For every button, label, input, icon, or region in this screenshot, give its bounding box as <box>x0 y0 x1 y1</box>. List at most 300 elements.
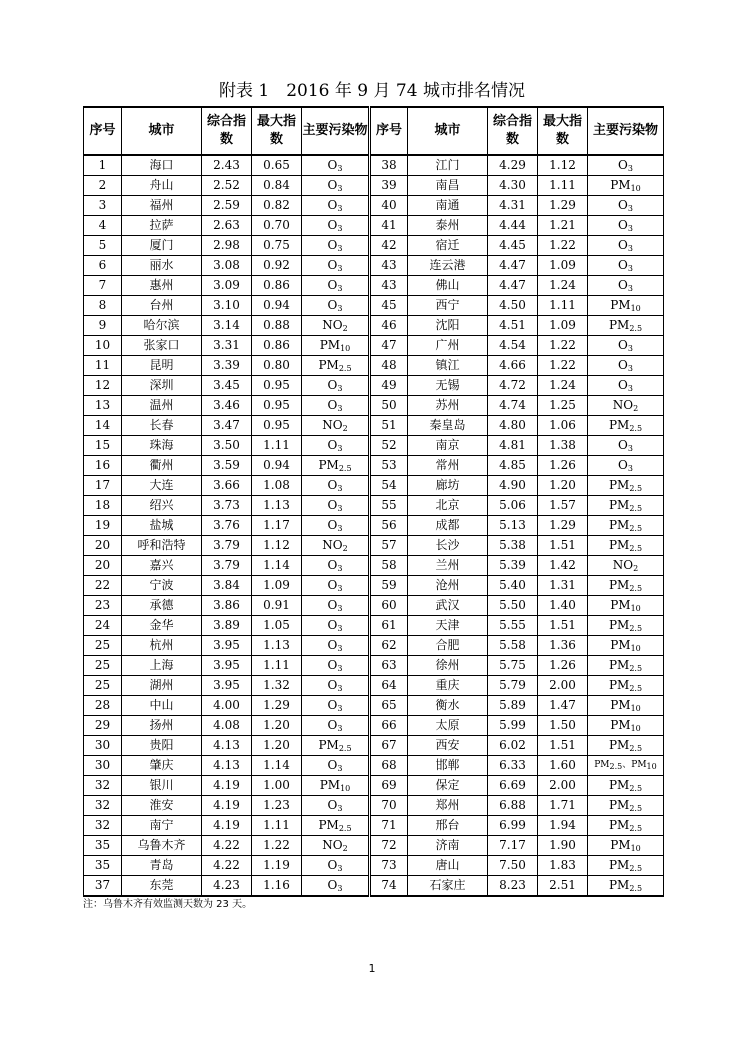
cell-rank-left: 12 <box>84 376 122 396</box>
cell-max-left: 1.20 <box>252 716 302 736</box>
cell-rank-right: 50 <box>370 396 408 416</box>
cell-rank-left: 25 <box>84 656 122 676</box>
cell-max-left: 0.86 <box>252 276 302 296</box>
cell-max-left: 1.08 <box>252 476 302 496</box>
cell-city-right: 济南 <box>408 836 488 856</box>
cell-rank-left: 22 <box>84 576 122 596</box>
cell-max-right: 1.12 <box>538 155 588 176</box>
header-index-right: 综合指数 <box>488 107 538 155</box>
cell-rank-left: 24 <box>84 616 122 636</box>
cell-city-left: 上海 <box>122 656 202 676</box>
cell-rank-left: 13 <box>84 396 122 416</box>
cell-city-left: 承德 <box>122 596 202 616</box>
cell-max-right: 1.51 <box>538 536 588 556</box>
cell-rank-right: 60 <box>370 596 408 616</box>
cell-index-right: 4.30 <box>488 176 538 196</box>
cell-rank-right: 46 <box>370 316 408 336</box>
cell-rank-right: 38 <box>370 155 408 176</box>
cell-city-right: 合肥 <box>408 636 488 656</box>
cell-index-right: 7.50 <box>488 856 538 876</box>
cell-pollutant-right: $PM_{2.5}$ <box>588 616 664 636</box>
table-row <box>84 696 664 716</box>
cell-index-right: 4.50 <box>488 296 538 316</box>
cell-city-right: 南昌 <box>408 176 488 196</box>
cell-city-right: 长沙 <box>408 536 488 556</box>
cell-city-right: 南通 <box>408 196 488 216</box>
cell-city-right: 重庆 <box>408 676 488 696</box>
cell-index-right: 6.02 <box>488 736 538 756</box>
cell-pollutant-right: $NO_2$ <box>588 556 664 576</box>
cell-max-right: 1.57 <box>538 496 588 516</box>
cell-index-right: 6.69 <box>488 776 538 796</box>
cell-city-right: 南京 <box>408 436 488 456</box>
cell-max-left: 1.16 <box>252 876 302 897</box>
cell-rank-right: 39 <box>370 176 408 196</box>
cell-pollutant-left: $O_3$ <box>302 796 370 816</box>
cell-index-left: 3.95 <box>202 636 252 656</box>
cell-max-right: 1.50 <box>538 716 588 736</box>
cell-pollutant-left: $O_3$ <box>302 696 370 716</box>
cell-max-left: 1.17 <box>252 516 302 536</box>
cell-pollutant-left: $O_3$ <box>302 496 370 516</box>
table-row <box>84 356 664 376</box>
cell-max-right: 1.36 <box>538 636 588 656</box>
cell-index-left: 2.98 <box>202 236 252 256</box>
cell-city-right: 廊坊 <box>408 476 488 496</box>
cell-index-right: 4.45 <box>488 236 538 256</box>
cell-max-left: 1.12 <box>252 536 302 556</box>
table-row <box>84 256 664 276</box>
cell-index-left: 4.13 <box>202 756 252 776</box>
table-row <box>84 436 664 456</box>
cell-rank-left: 14 <box>84 416 122 436</box>
cell-pollutant-left: $O_3$ <box>302 396 370 416</box>
cell-pollutant-left: $O_3$ <box>302 516 370 536</box>
cell-max-left: 0.92 <box>252 256 302 276</box>
cell-max-right: 1.47 <box>538 696 588 716</box>
cell-index-right: 4.81 <box>488 436 538 456</box>
cell-rank-left: 6 <box>84 256 122 276</box>
cell-pollutant-right: $O_3$ <box>588 236 664 256</box>
cell-index-left: 3.66 <box>202 476 252 496</box>
cell-max-right: 1.26 <box>538 456 588 476</box>
cell-rank-right: 69 <box>370 776 408 796</box>
cell-max-right: 1.22 <box>538 356 588 376</box>
cell-pollutant-left: $PM_{10}$ <box>302 776 370 796</box>
cell-index-right: 7.17 <box>488 836 538 856</box>
cell-index-left: 4.22 <box>202 856 252 876</box>
cell-city-right: 太原 <box>408 716 488 736</box>
cell-rank-right: 66 <box>370 716 408 736</box>
cell-pollutant-left: $O_3$ <box>302 176 370 196</box>
cell-pollutant-right: $PM_{2.5}$、$PM_{10}$ <box>588 756 664 776</box>
cell-index-left: 3.95 <box>202 676 252 696</box>
cell-index-left: 3.95 <box>202 656 252 676</box>
cell-city-left: 南宁 <box>122 816 202 836</box>
cell-pollutant-left: $PM_{2.5}$ <box>302 816 370 836</box>
table-row <box>84 616 664 636</box>
cell-city-right: 武汉 <box>408 596 488 616</box>
cell-rank-right: 63 <box>370 656 408 676</box>
cell-rank-right: 54 <box>370 476 408 496</box>
cell-city-right: 宿迁 <box>408 236 488 256</box>
cell-rank-left: 8 <box>84 296 122 316</box>
cell-rank-right: 57 <box>370 536 408 556</box>
cell-city-left: 哈尔滨 <box>122 316 202 336</box>
cell-pollutant-right: $PM_{2.5}$ <box>588 476 664 496</box>
cell-pollutant-right: $PM_{2.5}$ <box>588 776 664 796</box>
cell-city-right: 秦皇岛 <box>408 416 488 436</box>
cell-index-left: 4.19 <box>202 816 252 836</box>
cell-max-right: 2.51 <box>538 876 588 897</box>
cell-pollutant-left: $PM_{2.5}$ <box>302 736 370 756</box>
table-row <box>84 316 664 336</box>
cell-pollutant-left: $O_3$ <box>302 556 370 576</box>
cell-pollutant-right: $O_3$ <box>588 336 664 356</box>
cell-city-right: 泰州 <box>408 216 488 236</box>
cell-pollutant-right: $PM_{2.5}$ <box>588 856 664 876</box>
cell-pollutant-right: $PM_{2.5}$ <box>588 816 664 836</box>
table-row <box>84 216 664 236</box>
cell-pollutant-right: $PM_{2.5}$ <box>588 876 664 897</box>
cell-pollutant-left: $PM_{10}$ <box>302 336 370 356</box>
cell-pollutant-left: $O_3$ <box>302 856 370 876</box>
cell-index-left: 2.59 <box>202 196 252 216</box>
cell-rank-right: 51 <box>370 416 408 436</box>
cell-max-left: 0.95 <box>252 396 302 416</box>
cell-max-left: 1.11 <box>252 436 302 456</box>
header-pollutant-right: 主要污染物 <box>588 107 664 155</box>
cell-city-left: 绍兴 <box>122 496 202 516</box>
table-row <box>84 796 664 816</box>
cell-city-right: 连云港 <box>408 256 488 276</box>
cell-city-left: 肇庆 <box>122 756 202 776</box>
table-row <box>84 155 664 176</box>
cell-pollutant-left: $O_3$ <box>302 376 370 396</box>
cell-pollutant-right: $NO_2$ <box>588 396 664 416</box>
cell-max-right: 1.22 <box>538 236 588 256</box>
cell-max-right: 1.40 <box>538 596 588 616</box>
cell-max-left: 0.70 <box>252 216 302 236</box>
cell-index-left: 2.43 <box>202 155 252 176</box>
cell-max-left: 0.84 <box>252 176 302 196</box>
cell-city-right: 成都 <box>408 516 488 536</box>
cell-rank-left: 18 <box>84 496 122 516</box>
cell-city-right: 常州 <box>408 456 488 476</box>
cell-index-right: 5.58 <box>488 636 538 656</box>
cell-pollutant-left: $O_3$ <box>302 236 370 256</box>
cell-city-left: 珠海 <box>122 436 202 456</box>
cell-rank-left: 19 <box>84 516 122 536</box>
cell-pollutant-right: $O_3$ <box>588 436 664 456</box>
cell-rank-left: 35 <box>84 836 122 856</box>
cell-max-right: 1.11 <box>538 176 588 196</box>
cell-pollutant-left: $NO_2$ <box>302 416 370 436</box>
table-row <box>84 876 664 897</box>
cell-max-left: 0.80 <box>252 356 302 376</box>
cell-max-left: 1.05 <box>252 616 302 636</box>
cell-rank-right: 68 <box>370 756 408 776</box>
cell-pollutant-right: $PM_{10}$ <box>588 296 664 316</box>
cell-city-left: 呼和浩特 <box>122 536 202 556</box>
ranking-table-container <box>83 106 663 897</box>
cell-city-left: 东莞 <box>122 876 202 897</box>
table-row <box>84 456 664 476</box>
cell-pollutant-right: $O_3$ <box>588 256 664 276</box>
cell-pollutant-left: $O_3$ <box>302 436 370 456</box>
cell-pollutant-left: $O_3$ <box>302 296 370 316</box>
cell-pollutant-right: $PM_{2.5}$ <box>588 536 664 556</box>
cell-index-left: 4.22 <box>202 836 252 856</box>
cell-max-right: 1.11 <box>538 296 588 316</box>
cell-max-left: 0.95 <box>252 376 302 396</box>
cell-index-left: 3.39 <box>202 356 252 376</box>
table-row <box>84 736 664 756</box>
cell-rank-left: 25 <box>84 676 122 696</box>
table-row <box>84 496 664 516</box>
cell-city-left: 宁波 <box>122 576 202 596</box>
cell-city-left: 拉萨 <box>122 216 202 236</box>
cell-rank-left: 11 <box>84 356 122 376</box>
cell-pollutant-left: $NO_2$ <box>302 316 370 336</box>
cell-index-right: 4.66 <box>488 356 538 376</box>
cell-rank-left: 30 <box>84 736 122 756</box>
cell-city-left: 贵阳 <box>122 736 202 756</box>
cell-pollutant-right: $O_3$ <box>588 196 664 216</box>
cell-max-right: 1.06 <box>538 416 588 436</box>
cell-max-left: 0.88 <box>252 316 302 336</box>
cell-max-right: 1.09 <box>538 256 588 276</box>
cell-city-right: 西宁 <box>408 296 488 316</box>
cell-max-right: 1.26 <box>538 656 588 676</box>
table-body <box>84 155 664 896</box>
cell-city-left: 温州 <box>122 396 202 416</box>
cell-max-left: 0.91 <box>252 596 302 616</box>
table-row <box>84 756 664 776</box>
table-row <box>84 656 664 676</box>
cell-max-left: 1.13 <box>252 496 302 516</box>
cell-pollutant-right: $PM_{2.5}$ <box>588 496 664 516</box>
cell-max-left: 0.86 <box>252 336 302 356</box>
cell-index-right: 4.44 <box>488 216 538 236</box>
cell-max-left: 0.94 <box>252 456 302 476</box>
cell-city-left: 张家口 <box>122 336 202 356</box>
cell-rank-right: 43 <box>370 256 408 276</box>
cell-rank-left: 35 <box>84 856 122 876</box>
cell-rank-right: 43 <box>370 276 408 296</box>
cell-rank-left: 10 <box>84 336 122 356</box>
cell-pollutant-right: $PM_{10}$ <box>588 596 664 616</box>
cell-index-right: 5.13 <box>488 516 538 536</box>
cell-pollutant-left: $O_3$ <box>302 576 370 596</box>
cell-max-right: 1.60 <box>538 756 588 776</box>
cell-index-right: 4.54 <box>488 336 538 356</box>
cell-city-left: 长春 <box>122 416 202 436</box>
cell-rank-right: 72 <box>370 836 408 856</box>
cell-index-left: 4.23 <box>202 876 252 897</box>
cell-rank-left: 20 <box>84 536 122 556</box>
cell-max-left: 1.11 <box>252 816 302 836</box>
cell-pollutant-left: $O_3$ <box>302 596 370 616</box>
cell-city-left: 青岛 <box>122 856 202 876</box>
cell-index-left: 4.08 <box>202 716 252 736</box>
cell-pollutant-left: $O_3$ <box>302 476 370 496</box>
cell-pollutant-left: $O_3$ <box>302 756 370 776</box>
cell-city-right: 保定 <box>408 776 488 796</box>
cell-index-left: 4.19 <box>202 776 252 796</box>
cell-max-left: 1.19 <box>252 856 302 876</box>
table-row <box>84 236 664 256</box>
cell-rank-right: 62 <box>370 636 408 656</box>
cell-city-left: 海口 <box>122 155 202 176</box>
cell-rank-left: 37 <box>84 876 122 897</box>
cell-pollutant-right: $PM_{2.5}$ <box>588 416 664 436</box>
table-row <box>84 576 664 596</box>
cell-rank-left: 1 <box>84 155 122 176</box>
cell-index-left: 3.45 <box>202 376 252 396</box>
cell-city-right: 沈阳 <box>408 316 488 336</box>
cell-city-left: 杭州 <box>122 636 202 656</box>
cell-max-left: 1.20 <box>252 736 302 756</box>
cell-rank-right: 64 <box>370 676 408 696</box>
cell-index-right: 4.47 <box>488 276 538 296</box>
cell-city-left: 扬州 <box>122 716 202 736</box>
cell-index-right: 6.99 <box>488 816 538 836</box>
table-row <box>84 336 664 356</box>
table-row <box>84 516 664 536</box>
cell-index-right: 5.06 <box>488 496 538 516</box>
cell-index-left: 3.10 <box>202 296 252 316</box>
cell-city-left: 丽水 <box>122 256 202 276</box>
cell-city-left: 湖州 <box>122 676 202 696</box>
cell-rank-left: 20 <box>84 556 122 576</box>
header-row <box>84 107 664 155</box>
cell-rank-left: 29 <box>84 716 122 736</box>
cell-city-left: 昆明 <box>122 356 202 376</box>
cell-rank-left: 4 <box>84 216 122 236</box>
cell-max-left: 0.94 <box>252 296 302 316</box>
cell-rank-right: 45 <box>370 296 408 316</box>
header-max-right: 最大指数 <box>538 107 588 155</box>
cell-pollutant-right: $PM_{2.5}$ <box>588 796 664 816</box>
cell-index-left: 3.86 <box>202 596 252 616</box>
table-row <box>84 376 664 396</box>
cell-max-right: 1.42 <box>538 556 588 576</box>
cell-index-right: 5.50 <box>488 596 538 616</box>
cell-max-right: 1.90 <box>538 836 588 856</box>
cell-max-right: 1.20 <box>538 476 588 496</box>
table-row <box>84 296 664 316</box>
cell-index-right: 4.51 <box>488 316 538 336</box>
page-number: 1 <box>368 962 376 975</box>
header-rank-left: 序号 <box>84 107 122 155</box>
cell-pollutant-right: $O_3$ <box>588 376 664 396</box>
cell-index-right: 4.31 <box>488 196 538 216</box>
cell-index-left: 3.76 <box>202 516 252 536</box>
cell-pollutant-right: $PM_{10}$ <box>588 176 664 196</box>
cell-pollutant-left: $PM_{2.5}$ <box>302 356 370 376</box>
header-city-left: 城市 <box>122 107 202 155</box>
cell-rank-right: 48 <box>370 356 408 376</box>
cell-index-left: 3.79 <box>202 556 252 576</box>
cell-index-right: 4.80 <box>488 416 538 436</box>
cell-max-right: 1.51 <box>538 616 588 636</box>
cell-rank-right: 42 <box>370 236 408 256</box>
cell-city-left: 台州 <box>122 296 202 316</box>
cell-index-left: 3.79 <box>202 536 252 556</box>
cell-index-left: 3.08 <box>202 256 252 276</box>
cell-city-right: 兰州 <box>408 556 488 576</box>
cell-max-right: 1.09 <box>538 316 588 336</box>
cell-max-left: 1.09 <box>252 576 302 596</box>
cell-index-right: 4.47 <box>488 256 538 276</box>
cell-rank-left: 23 <box>84 596 122 616</box>
cell-index-right: 4.74 <box>488 396 538 416</box>
cell-max-left: 1.00 <box>252 776 302 796</box>
cell-city-right: 沧州 <box>408 576 488 596</box>
header-max-left: 最大指数 <box>252 107 302 155</box>
cell-rank-right: 74 <box>370 876 408 897</box>
table-row <box>84 816 664 836</box>
cell-city-left: 淮安 <box>122 796 202 816</box>
cell-max-left: 1.11 <box>252 656 302 676</box>
cell-max-right: 1.71 <box>538 796 588 816</box>
cell-max-left: 1.32 <box>252 676 302 696</box>
ranking-table <box>83 106 664 897</box>
cell-rank-left: 32 <box>84 816 122 836</box>
cell-city-right: 邯郸 <box>408 756 488 776</box>
cell-rank-left: 32 <box>84 796 122 816</box>
cell-index-right: 8.23 <box>488 876 538 897</box>
cell-rank-right: 56 <box>370 516 408 536</box>
cell-pollutant-right: $PM_{10}$ <box>588 836 664 856</box>
cell-pollutant-left: $PM_{2.5}$ <box>302 456 370 476</box>
cell-max-right: 1.24 <box>538 376 588 396</box>
cell-city-right: 苏州 <box>408 396 488 416</box>
cell-max-right: 1.29 <box>538 196 588 216</box>
header-pollutant-left: 主要污染物 <box>302 107 370 155</box>
cell-max-right: 1.51 <box>538 736 588 756</box>
cell-index-right: 5.40 <box>488 576 538 596</box>
cell-index-right: 5.39 <box>488 556 538 576</box>
cell-index-right: 6.33 <box>488 756 538 776</box>
cell-max-left: 1.14 <box>252 556 302 576</box>
cell-rank-right: 58 <box>370 556 408 576</box>
cell-max-left: 1.29 <box>252 696 302 716</box>
cell-index-left: 3.73 <box>202 496 252 516</box>
cell-city-left: 嘉兴 <box>122 556 202 576</box>
cell-pollutant-right: $PM_{10}$ <box>588 636 664 656</box>
cell-index-left: 2.52 <box>202 176 252 196</box>
cell-max-left: 0.75 <box>252 236 302 256</box>
cell-max-left: 1.22 <box>252 836 302 856</box>
cell-rank-left: 25 <box>84 636 122 656</box>
cell-rank-left: 3 <box>84 196 122 216</box>
cell-city-left: 衢州 <box>122 456 202 476</box>
cell-rank-left: 2 <box>84 176 122 196</box>
cell-rank-left: 30 <box>84 756 122 776</box>
header-rank-right: 序号 <box>370 107 408 155</box>
cell-pollutant-right: $PM_{2.5}$ <box>588 676 664 696</box>
cell-pollutant-right: $O_3$ <box>588 276 664 296</box>
cell-city-left: 深圳 <box>122 376 202 396</box>
cell-index-right: 5.55 <box>488 616 538 636</box>
header-index-left: 综合指数 <box>202 107 252 155</box>
table-row <box>84 636 664 656</box>
cell-index-left: 3.09 <box>202 276 252 296</box>
cell-pollutant-right: $O_3$ <box>588 155 664 176</box>
cell-rank-right: 49 <box>370 376 408 396</box>
